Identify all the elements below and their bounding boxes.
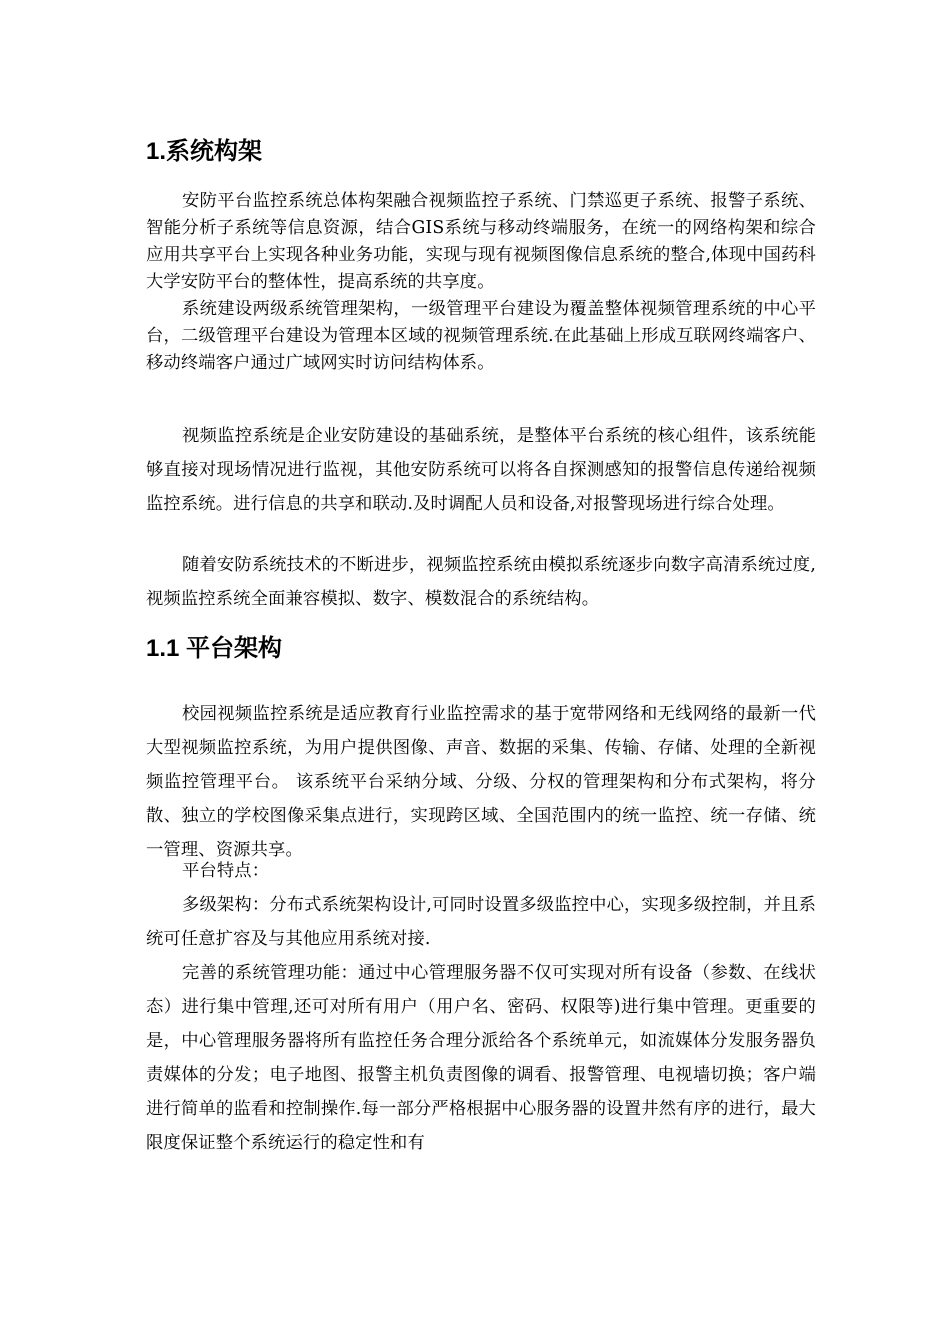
section2-block-b: [146, 854, 816, 1160]
paragraph-technology-progress: 随着安防系统技术的不断进步，视频监控系统由模拟系统逐步向数字高清系统过度,视频监控系统全面兼容模拟、数字、模数混合的系统结构。: [146, 555, 816, 609]
section1-block-a: [146, 188, 816, 377]
paragraph-video-monitoring-core: 视频监控系统是企业安防建设的基础系统，是整体平台系统的核心组件，该系统能够直接对现场情况进行监视，其他安防系统可以将各自探测感知的报警信息传递给视频监控系统。进行信息的共享和联动.及时调配人员和设备,对报警现场进行综合处理。: [146, 426, 816, 514]
section-heading-platform-architecture: 1.1 平台架构: [146, 635, 283, 662]
paragraph-platform-features-label: 平台特点：: [182, 861, 270, 881]
section-heading-system-architecture: 1.系统构架: [146, 138, 263, 165]
paragraph-two-level-management: 系统建设两级系统管理架构，一级管理平台建设为覆盖整体视频管理系统的中心平台，二级管理平台建设为管理本区域的视频管理系统.在此基础上形成互联网终端客户、移动终端客户通过广域网实时访问结构体系。: [146, 299, 816, 373]
section1-block-c: [146, 548, 816, 616]
paragraph-system-management: 完善的系统管理功能：通过中心管理服务器不仅可实现对所有设备（参数、在线状态）进行集中管理,还可对所有用户（用户名、密码、权限等)进行集中管理。更重要的是，中心管理服务器将所有监控任务合理分派给各个系统单元，如流媒体分发服务器负责媒体的分发；电子地图、报警主机负责图像的调看、报警管理、电视墙切换；客户端进行简单的监看和控制操作.每一部分严格根据中心服务器的设置井然有序的进行，最大限度保证整个系统运行的稳定性和有: [146, 963, 816, 1153]
paragraph-campus-video-system: 校园视频监控系统是适应教育行业监控需求的基于宽带网络和无线网络的最新一代大型视频监控系统，为用户提供图像、声音、数据的采集、传输、存储、处理的全新视频监控管理平台。 该系统平台采纳分域、分级、分权的管理架构和分布式架构，将分散、独立的学校图像采集点进行，实现跨区域、全国范围内的统一监控、统一存储、统一管理、资源共享。: [146, 704, 816, 860]
paragraph-overall-architecture: 安防平台监控系统总体构架融合视频监控子系统、门禁巡更子系统、报警子系统、智能分析子系统等信息资源，结合GIS系统与移动终端服务，在统一的网络构架和综合应用共享平台上实现各种业务功能，实现与现有视频图像信息系统的整合,体现中国药科大学安防平台的整体性，提高系统的共享度。: [146, 191, 816, 292]
paragraph-multi-level-architecture: 多级架构：分布式系统架构设计,可同时设置多级监控中心，实现多级控制，并且系统可任意扩容及与其他应用系统对接.: [146, 895, 816, 949]
section2-block-a: [146, 697, 816, 867]
section1-block-b: [146, 419, 816, 521]
